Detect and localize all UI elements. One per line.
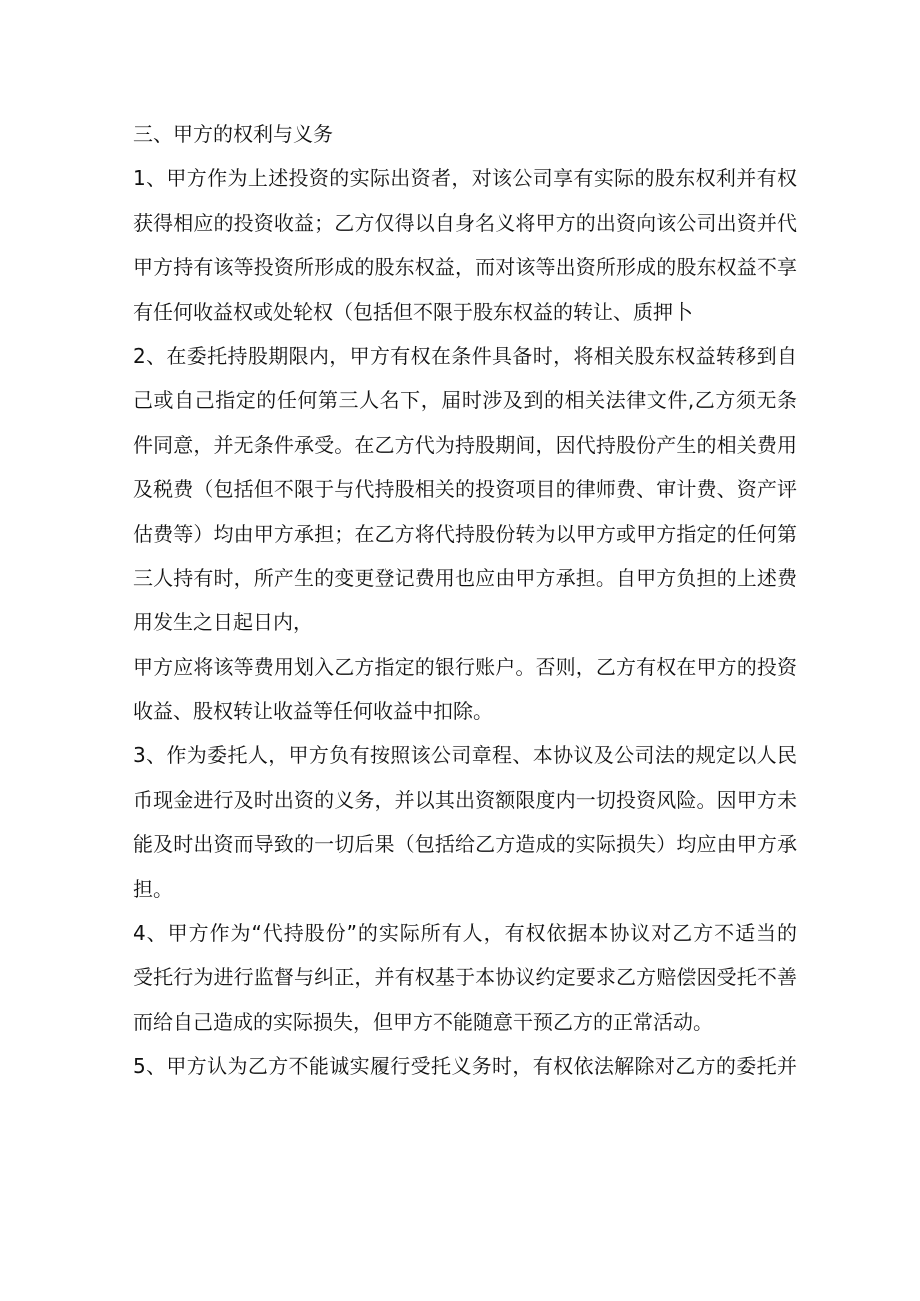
paragraph-line: 己或自己指定的任何第三人名下，届时涉及到的相关法律文件,乙方须无条 (133, 388, 797, 413)
paragraph-line: 及税费（包括但不限于与代持股相关的投资项目的律师费、审计费、资产评 (133, 477, 797, 502)
paragraph-line: 1、甲方作为上述投资的实际出资者，对该公司享有实际的股东权利并有权 (133, 166, 797, 191)
paragraph-line: 估费等）均由甲方承担；在乙方将代持股份转为以甲方或甲方指定的任何第 (133, 521, 797, 546)
paragraph-3 (133, 733, 797, 911)
paragraph-5 (133, 1044, 797, 1088)
paragraph-line: 能及时出资而导致的一切后果（包括给乙方造成的实际损失）均应由甲方承 (133, 832, 797, 857)
paragraph-line: 件同意，并无条件承受。在乙方代为持股期间，因代持股份产生的相关费用 (133, 432, 797, 457)
paragraph-line: 三人持有时，所产生的变更登记费用也应由甲方承担。自甲方负担的上述费 (133, 565, 797, 590)
paragraph-line: 用发生之日起日内， (133, 610, 313, 635)
section-heading: 三、甲方的权利与义务 (133, 122, 333, 146)
paragraph-2 (133, 334, 797, 734)
paragraph-line: 担。 (133, 876, 173, 901)
document-body (133, 112, 797, 1089)
paragraph-line: 有任何收益权或处轮权（包括但不限于股东权益的转让、质押卜 (133, 299, 693, 324)
paragraph-line: 币现金进行及时出资的义务，并以其出资额限度内一切投资风险。因甲方未 (133, 787, 797, 812)
paragraph-line: 甲方应将该等费用划入乙方指定的银行账户。否则，乙方有权在甲方的投资 (133, 654, 797, 679)
paragraph-line: 3、作为委托人，甲方负有按照该公司章程、本协议及公司法的规定以人民 (133, 743, 797, 768)
paragraph-line: 5、甲方认为乙方不能诚实履行受托义务时，有权依法解除对乙方的委托并 (133, 1054, 797, 1079)
paragraph-line: 2、在委托持股期限内，甲方有权在条件具备时，将相关股东权益转移到自 (133, 343, 797, 368)
paragraph-1 (133, 156, 797, 334)
paragraph-line: 甲方持有该等投资所形成的股东权益，而对该等出资所形成的股东权益不享 (133, 255, 797, 280)
paragraph-line: 而给自己造成的实际损失，但甲方不能随意干预乙方的正常活动。 (133, 1009, 713, 1034)
paragraph-4 (133, 911, 797, 1044)
paragraph-line: 收益、股权转让收益等任何收益中扣除。 (133, 699, 493, 724)
paragraph-line: 4、甲方作为“代持股份”的实际所有人，有权依据本协议对乙方不适当的 (133, 921, 797, 946)
paragraph-line: 获得相应的投资收益；乙方仅得以自身名义将甲方的出资向该公司出资并代 (133, 210, 797, 235)
paragraph-line: 受托行为进行监督与纠正，并有权基于本协议约定要求乙方赔偿因受托不善 (133, 965, 797, 990)
